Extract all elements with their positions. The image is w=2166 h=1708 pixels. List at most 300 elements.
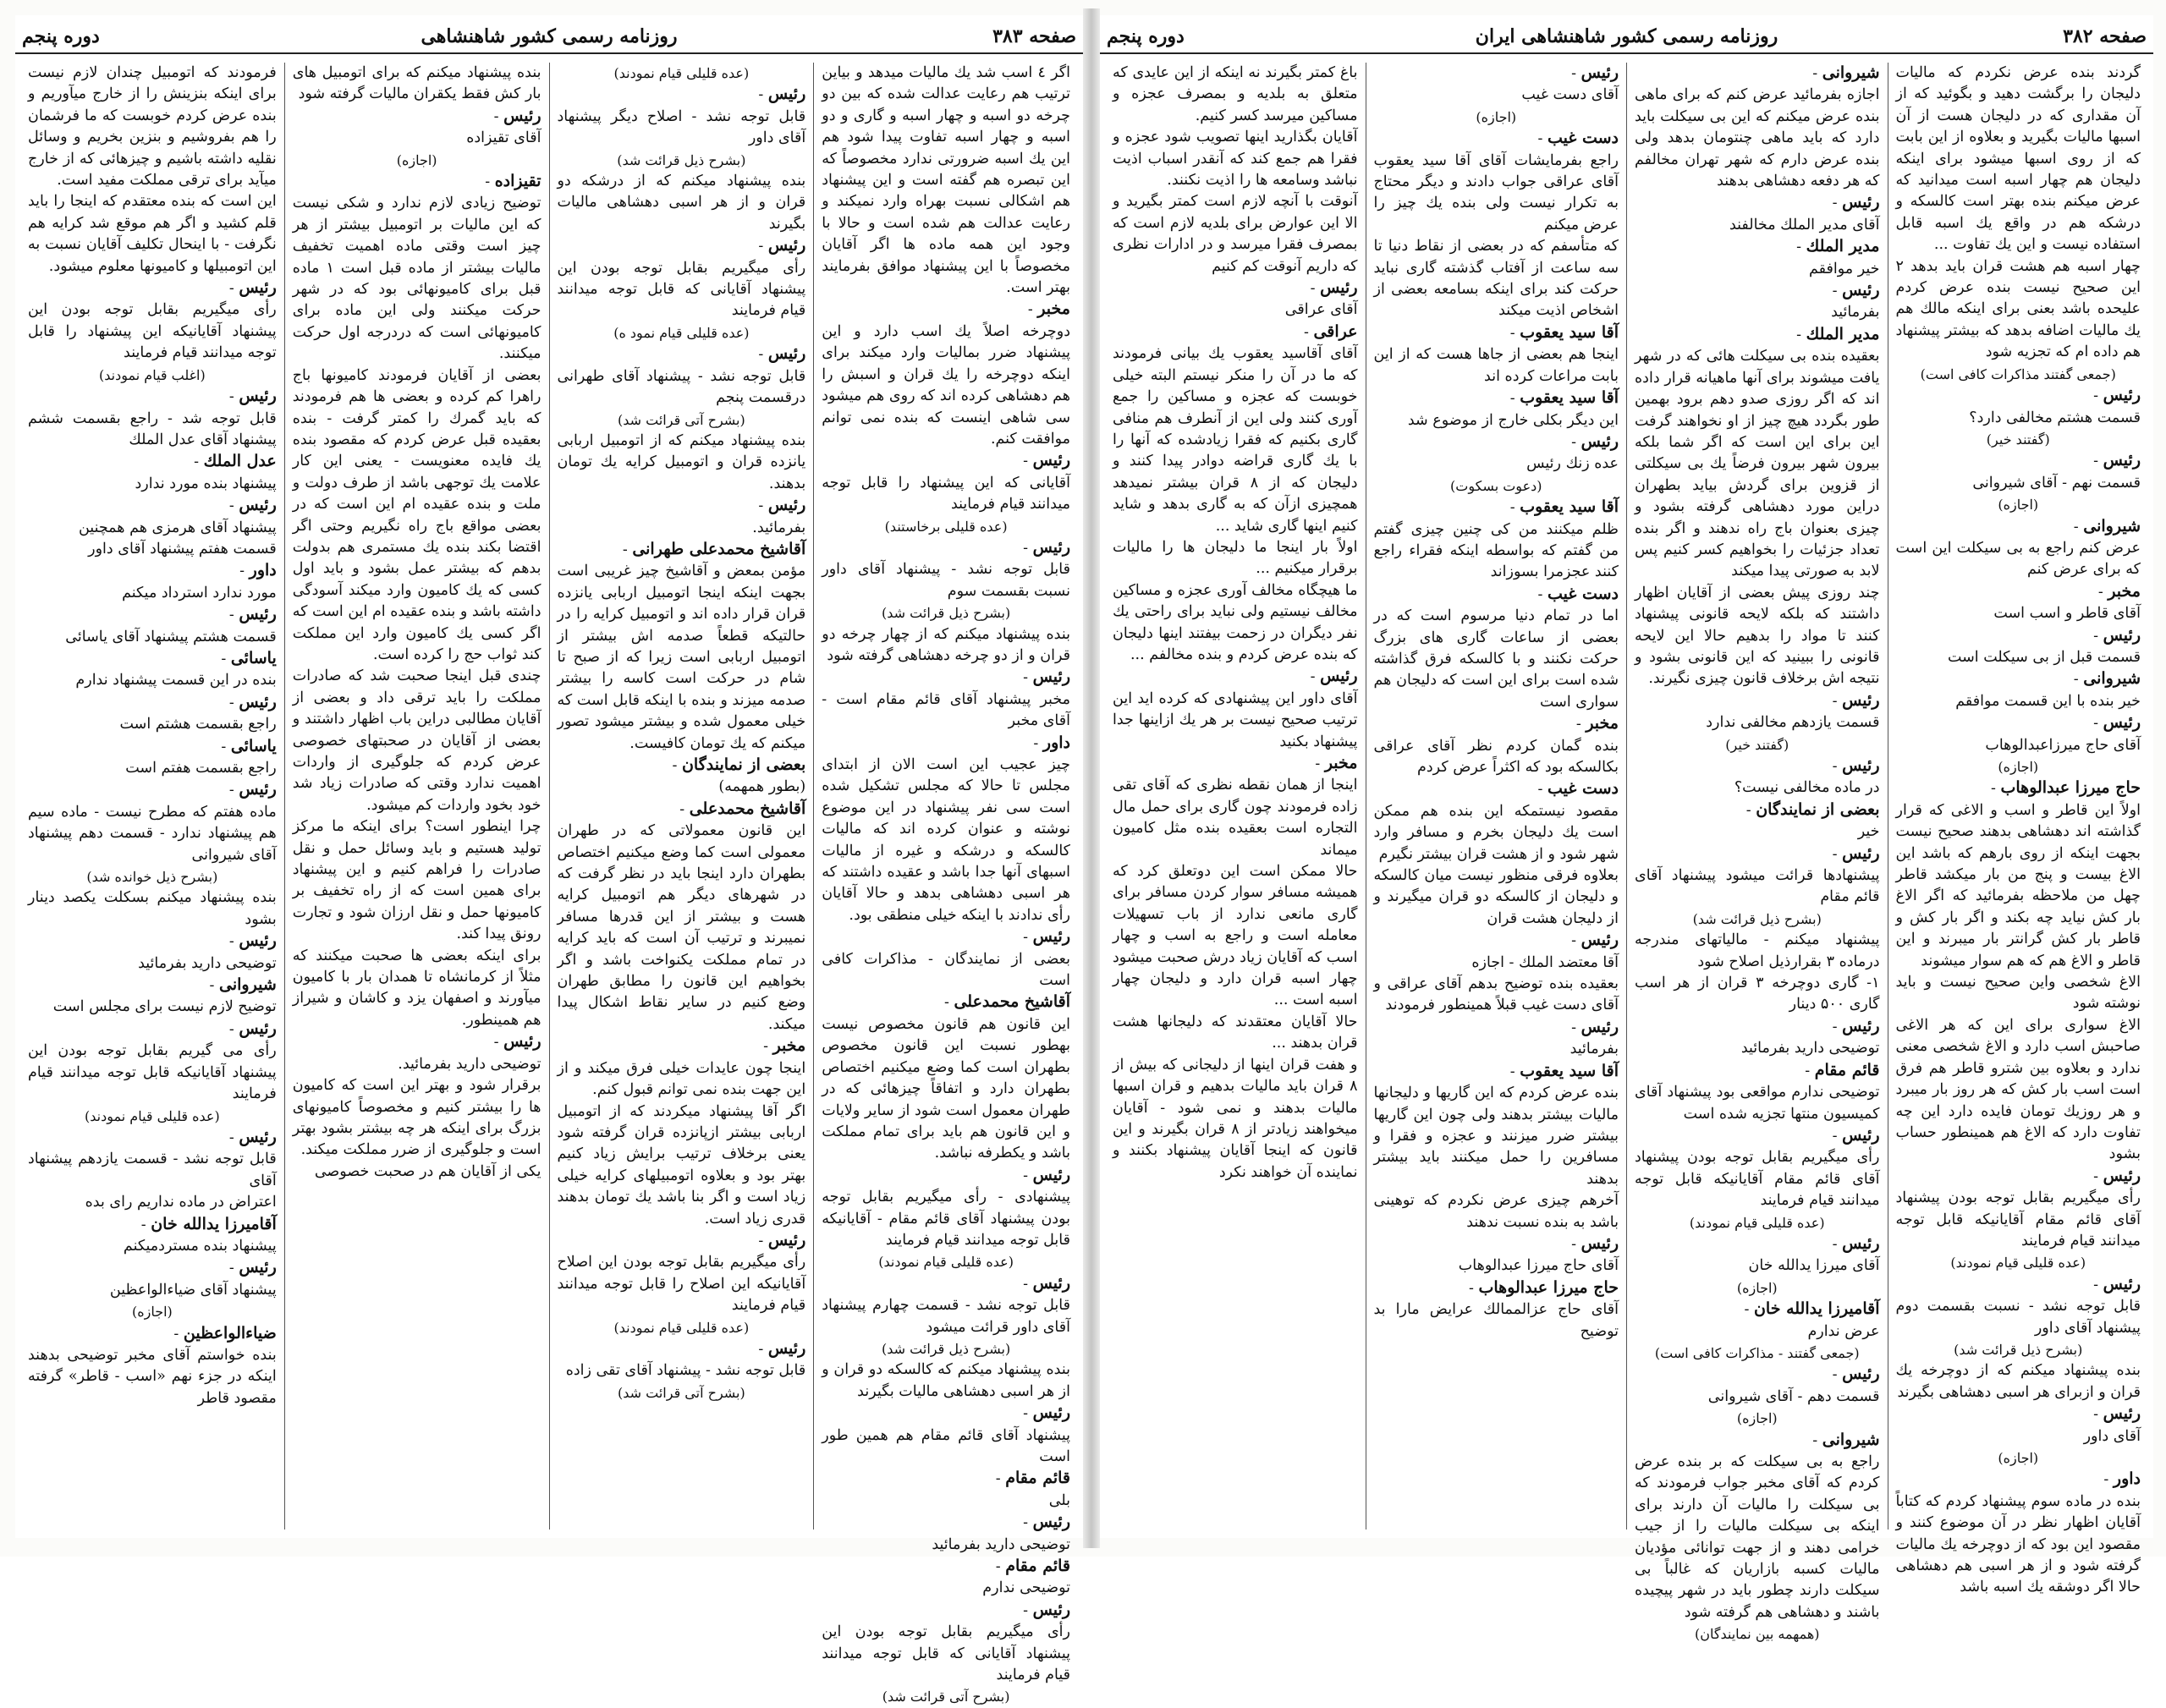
paragraph: قسمت یازدهم مخالفی ندارد [1706,714,1880,732]
stage-note: (جمعی گفتند مذاکرات کافی است) [1920,365,2116,382]
speaker-name: رئیس [1842,1016,1880,1035]
speaker-separator: - [1537,130,1548,148]
paragraph: توضیحی دارید بفرمائید [932,1535,1070,1553]
stage-note: (گفتند خیر) [1986,431,2050,448]
speaker-separator: - [1571,1235,1581,1253]
paragraph: توضیح لازم نیست برای مجلس است [52,998,277,1016]
left-page [15,15,1083,1705]
speaker-name: داور [1042,733,1070,752]
speaker-separator: - [228,280,239,298]
speaker-name: داور [249,561,277,580]
paragraph: عرض ندارم [1807,1322,1880,1340]
speaker-separator: - [228,694,239,711]
speaker-separator: - [228,1020,239,1038]
paragraph: ظلم میکنند من کی چنین چیزی گفتم من گفتم که بواسطه اینکه فقراء راجع کنند عجزمرا بسوزاند [1373,520,1619,581]
paragraph: اجازه بفرمائید عرض کنم که برای ماهی بنده عرض میکنم که این بی سیکلت باید دارد که باید ماهی چنتومان بدهد ولی بنده عرض دارم که شهر تهران مخالفم که هر دفعه دهشاهی بدهند [1635,86,1880,190]
speaker-name: رئیس [1581,931,1619,950]
speaker-separator: - [2093,627,2103,645]
stage-note: (بشرح ذیل قرائت شد) [617,151,746,168]
stage-note: (اغلب قیام نمودند) [99,366,206,383]
speaker-name: رئیس [2103,1166,2141,1185]
speaker-name: رئیس [1842,1365,1880,1384]
stage-note: (اجازه) [1476,108,1517,125]
paragraph: ۱- گاری دوچرخه ۳ قران از هر اسب گاری ۵۰۰ دینار [1635,975,1880,1013]
paragraph: راجع بقسمت هشتم است [119,716,277,733]
speaker-name: آقاشیخ محمدعلی طهرانی [632,539,806,558]
speaker-separator: - [209,977,220,995]
paragraph: مؤمن بمعض و آقاشیخ چیز غریبی است بجهت اینکه اینجا اتومبیل اربابی یانزده قران قرار داده اند و اتومبیل کرایه را در حالتیکه قطعاً صدمه اش بیشتر از اتومبیل اربابی است زیرا که از صبح تا شام در حرکت است کاسه را بیشتر صدمه میزند و بنده با اینکه قابل است که خیلی معمول شده و بیشتر میشود تصور میکنم که یك تومان کافیست. [557,563,806,752]
speaker-separator: - [2073,518,2084,535]
paragraph: که متأسفم که در بعضی از نقاط دنیا تا سه ساعت از آفتاب گذشته گاری نباید حرکت کند برای اینکه بسامعه بعضی از اشخاص اذیت میکند [1373,238,1619,320]
speaker-separator: - [1805,1062,1815,1079]
speaker-separator: - [1310,668,1321,686]
speaker-separator: - [1509,324,1520,342]
text-column [20,63,284,1530]
speaker-name: قائم مقام [1814,1060,1880,1079]
speaker-name: مخبر [2108,581,2141,601]
speaker-separator: - [140,1216,151,1233]
paragraph: آقای مدیر الملك مخالفند [1729,216,1880,233]
speaker-name: رئیس [1032,927,1070,947]
paragraph: توضیح زیادی لازم ندارد و شکی نیست که این مالیات بر اتومبیل بیشتر از هر چیز است وقتی ماده اهمیت تخفیف مالیات بیشتر از ماده قبل است ۱ ماده قبل برای کامیونهائی بود که در شهر حرکت میکنند ولی این ماده برای کامیونهائی است که دردرجه اول حرکت میکنند. [292,195,542,363]
speaker-name: رئیس [1842,193,1880,212]
paragraph: بفرمائید [1570,1041,1619,1058]
paragraph: بنده پیشنهاد میکنم که از چهار چرخه دو قران و از دو چرخه دهشاهی گرفته شود [822,625,1070,664]
speaker-separator: - [228,1129,239,1146]
paragraph: پیشنهاد بنده مستردمیکنم [123,1237,277,1255]
paragraph: رأی میگیریم بقابل توجه بودن این پیشنهاد آقایانی که قابل توجه میدانند قیام فرمایند [822,1623,1070,1684]
paragraph: پیشنهاد میکنم - مالیاتهای مندرجه درماده ۳ بقرارذیل اصلاح شود [1635,931,1880,970]
paragraph: حالا ممکن است این دوتعلق کرد که همیشه مسافر سوار کردن مسافر برای گاری مانعی ندارد از باب تسهیلات معامله است و راجع به اسب و چهار اسب که آقایان زیاد درش صحبت میشود چهار اسبه قران دارد و دلیجان چهار اسبه است ... [1113,863,1358,1009]
speaker-name: شیروانی [1822,63,1880,82]
speaker-name: بعضی از نمایندگان [681,755,806,774]
speaker-name: رئیس [1581,63,1619,82]
speaker-separator: - [1832,1366,1843,1384]
paragraph: چیز عجیب این است الان از ابتدای مجلس تا حالا که مجلس تشکیل شده است سی نفر پیشنهاد در این موضوع نوشته و عنوان کرده اند که مالیات کالسکه و درشکه و غیره از مالیات اسبهای آنها جدا باشد و عقیده داشتند که هر اسبی دهشاهی بدهد و حالا آقایان رأی ندادند با اینکه خیلی منطقی بود. [822,756,1070,924]
paragraph: چند روزی پیش بعضی از آقایان اظهار داشتند که بلکه لایحه قانونی پیشنهاد کنند تا مواد را بدهیم حالا این لایحه قانونی را ببینید که این قانونی بشود و نتیجه اش برخلاف قانون چیزی نگیرند. [1635,584,1880,688]
paragraph: آقای حاج میرزاعبدالوهاب [1985,736,2141,754]
paragraph: باغ کمتر بگیرند نه اینکه از این عایدی که متعلق به بلدیه و بمصرف عجزه و مساکین میرسد کسر کنیم. [1113,64,1358,124]
paragraph: پیشنهاد بنده مورد ندارد [135,475,277,492]
paragraph: بعضی از نمایندگان - مذاکرات کافی است [822,950,1070,990]
speaker-name: آقاشیخ محمدعلی [954,992,1070,1012]
paragraph: اینجا از همان نقطه نظری که آقای تقی زاده فرمودند چون گاری برای حمل مال التجاره است بعقیده بنده مثل کامیون میماند [1113,777,1358,859]
paragraph: بعلاوه فرقی منظور نیست میان کالسکه و دلیجان از کالسکه دو قران میگیرند و از دلیجان هشت قران [1373,867,1619,927]
right-page-number: صفحه ۳۸۲ [2063,25,2147,47]
speaker-separator: - [1796,326,1806,343]
paragraph: بلی [1048,1491,1070,1509]
left-page-columns [20,63,1078,1705]
paragraph: اینجا هم بعضی از جاها هست که از این بابت مراعات کرده اند [1373,346,1619,385]
speaker-separator: - [2103,1471,2114,1489]
speaker-separator: - [1571,65,1581,82]
paragraph: چهار اسبه هم هشت قران باید بدهد ۲ این صحیح نیست بنده عرض کردم علیحده باشد بعنی برای اینکه مالك هم یك مالیات اضافه بدهد که بیشتر پیشنهاد هم داده ام که تجزیه شود [1895,257,2141,361]
paragraph: پیشنهاد آقای ضیاءالواعظین [109,1281,277,1299]
speaker-name: رئیس [767,344,806,364]
paragraph: آقایانی که این پیشنهاد را قابل توجه میدانند قیام فرمایند [822,474,1070,513]
stage-note: (بشرح آتی قرائت شد) [618,411,745,428]
paragraph: قابل توجه نشد - پیشنهاد آقای داور نسبت بقسمت سوم [822,561,1070,600]
speaker-name: حاج میرزا عبدالوهاب [1478,1277,1619,1297]
stage-note: (عده قلیلی قیام نمودند) [613,1319,750,1336]
paragraph: راجع به بی سیکلت که بر بنده عرض کردم که آقای مخبر جواب فرمودند که بی سیکلت را مالیات آن دارند برای اینکه بی سیکلت مالیات را از جیب خرامی دهند و از جهت توانائی مؤدیان مالیات کسبه بازاریان که غالباً بی سیکلت دارند چطور باید در شهر پیچیده باشند و دهشاهی هم گرفته شود [1635,1453,1880,1621]
left-page-volume: دوره پنجم [22,25,100,47]
speaker-name: دست غیب [1548,129,1619,148]
paragraph: عرض کنم راجع به بی سیکلت این است که برای عرض کنم [1895,539,2141,579]
paragraph: آخرهم چیزی عرض نکردم که توهینی باشد به بنده نسبت ندهند [1373,1192,1619,1231]
paragraph: قسمت دهم - آقای شیروانی [1707,1387,1880,1405]
right-page-header [1100,24,2153,54]
paragraph: بعقیده بنده بی سیکلت هائی که در شهر یافت میشوند برای آنها ماهیانه قرار داده اند که اگر روزی صدو دهم برود بهمین طور بگردد هیچ چیز از او نخواهند گرفت این برای این است که اگر شما بلکه بیرون شهر بیرون فرضاً یك بی سیکلتی از قزوین برای گردش بیاید بطهران دراین مورد دهشاهی گرفته بشود و چیزی بعنوان باج راه ندهند و اگر بنده تعداد جزئیات را بخواهیم کسر کنیم پس لابد به صورتی پیدا میکند [1635,348,1880,580]
speaker-separator: - [995,1470,1006,1488]
speaker-name: رئیس [239,387,277,406]
speaker-name: شیروانی [2083,669,2141,689]
paragraph: راجع بقسمت هفتم است [125,760,277,777]
speaker-name: رئیس [767,85,806,104]
speaker-separator: - [485,173,495,191]
paragraph: عده زنك رئیس [1526,455,1619,473]
speaker-separator: - [1832,1018,1843,1035]
speaker-separator: - [228,1260,239,1277]
speaker-name: رئیس [767,236,806,255]
paragraph: آقای داور این پیشنهادی که کرده اید این ترتیب صحیح نیست بر هر یك ازاینها جدا پیشنهاد بکنید [1113,689,1358,750]
paragraph: اینجا چون عایدات خیلی فرق میکند و از این جهت بنده نمی توانم قبول کنم. [557,1059,806,1099]
paragraph: اگر آقا پیشنهاد میکردند که از اتومبیل اربابی بیشتر ازپانزده قران گرفته شود یعنی برخلاف ترتیب برایش زیاد کنیم بهتر بود و بعلاوه اتومبیلهای کرایه خیلی زیاد است و اگر بنا باشد یك تومان بدهند قدری زیاد است. [557,1102,806,1227]
speaker-separator: - [1023,1275,1033,1293]
speaker-name: رئیس [239,278,277,298]
speaker-name: رئیس [1032,1165,1070,1184]
speaker-name: دست غیب [1548,779,1619,799]
speaker-name: رئیس [767,1230,806,1249]
paragraph: رأی میگیریم بقابل توجه بودن این پیشنهاد آقایانی که قابل توجه میدانند قیام فرمایند [557,259,806,320]
speaker-separator: - [2097,583,2108,601]
paragraph: بنده پیشنهاد میکنم که کالسکه دو قران و از هر اسبی دهشاهی مالیات بگیرند [822,1361,1070,1400]
speaker-separator: - [1812,65,1822,82]
text-column [549,63,814,1530]
paragraph: بعضی از آقایان فرمودند کامیونها باج راهرا کم کرده و بعضی ها هم فرمودند که باید گمرك را کمتر گرفت - بنده بعقیده قبل عرض کردم که مقصود بنده یك فایده معنویست - یعنی این کار علامت یك توجهی باشد از طرف دولت و ملت و بنده عقیده ام این است که در بعضی مواقع باج راه نگیریم وحتی اگر اقتضا بکند بنده یك مستمری هم بدولت بدهم که بیشتر عمل بشود و باید اول کسی که یك کامیون وارد میکند آسودگی داشته باشد و بنده عقیده ام این است که اگر کسی یك کامیون وارد این مملکت کند ثواب حج را کرده است. [292,366,542,663]
paragraph: اگر ٤ اسب شد یك مالیات میدهد و بیاین ترتیب هم رعایت عدالت شده که بین دو چرخه دو اسبه و چهار اسبه و گاری و دو اسبه و چهار اسبه تفاوت پیدا شود هم این یك اسبه ضرورتی ندارد مخصوصاً که این تبصره هم گفته است و این پیشنهاد هم اشکالی نسبت بهراه وارد نمیکند و رعایت عدالت هم شده است و حالا با وجود این همه ماده ها اگر آقایان مخصوصاً با این پیشنهاد موافق بفرمایند بهتر است. [822,64,1070,297]
paragraph: پیشنهاد آقای هرمزی هم همچنین [78,519,277,536]
speaker-name: رئیس [239,931,277,951]
text-column [1105,63,1366,1530]
text-column [1626,63,1888,1643]
paragraph: پیشنهاد آقای قائم مقام هم همین طور است [822,1426,1070,1465]
stage-note: (بشرح آتی قرائت شد) [882,1689,1010,1705]
paragraph: آقایان بگذارید اینها تصویب شود عجزه و فقرا هم جمع کند که آنقدر اسباب اذیت نباشد وسامعه ها را اذیت نکنند. [1113,129,1358,189]
paragraph: قسمت هفتم پیشنهاد آقای داور [88,540,277,557]
stage-note: (بشرح آتی قرائت شد) [618,1384,745,1401]
speaker-name: رئیس [1842,281,1880,300]
speaker-separator: - [228,782,239,799]
paragraph: بنده در این قسمت پیشنهاد ندارم [75,672,277,689]
paragraph: قسمت هشتم مخالفی دارد؟ [1969,409,2141,426]
paragraph: آقای آقاسید یعقوب یك بیانی فرمودند که ما در آن را منکر نیستم البته خیلی خوبست که عجزه و مساکین را جمع آوری کنند ولی این از آنطرف هم منافی گاری بکنیم که فقرا زیادشده که آنها را با یك گاری قراضه دوادر پیدا کنند و دلیجان که از ۸ قران بیشتر نمیدهد همچیزی ازآن که به گاری بدهد و شاید کنیم اینها گاری شاید ... [1113,345,1358,535]
speaker-name: رئیس [239,496,277,515]
speaker-separator: - [1023,669,1033,687]
speaker-separator: - [1509,390,1520,408]
speaker-name: عدل الملك [203,452,277,471]
paragraph: آقای حاج میرزا عبدالوهاب [1458,1257,1619,1275]
right-page-columns [1105,63,2148,1643]
paragraph: قابل توجه نشد - اصلاح دیگر پیشنهاد آقای داور [557,107,806,147]
speaker-separator: - [672,757,682,774]
speaker-name: رئیس [1032,1273,1070,1293]
speaker-separator: - [758,1232,768,1249]
paragraph: رأی می گیریم بقابل توجه بودن این پیشنهاد آقایانیکه قابل توجه میدانند قیام فرمایند [28,1042,277,1103]
speaker-separator: - [1310,280,1321,298]
speaker-separator: - [228,388,239,406]
speaker-separator: - [2093,715,2103,733]
speaker-separator: - [758,86,768,104]
speaker-separator: - [173,1325,184,1343]
left-page-number: صفحه ۳۸۳ [992,25,1076,47]
stage-note: (جمعی گفتند - مذاکرات کافی است) [1654,1344,1860,1361]
paragraph: حالا آقایان معتقدند که دلیجانها هشت قران بدهند ... [1113,1013,1358,1052]
speaker-name: آقامیرزا یدالله خان [1753,1299,1880,1319]
speaker-separator: - [1832,1235,1843,1253]
speaker-separator: - [1832,283,1843,300]
speaker-name: رئیس [1320,667,1358,686]
paragraph: قابل توجه نشد - نسبت بقسمت دوم پیشنهاد آقای داور [1895,1298,2141,1337]
paragraph: این است که بنده معتقدم که اینجا را باید قلم کشید و اگر هم موقع شد کرایه هم نگرفت - با اینحال تکلیف آقایان نسبت به این اتومبیلها و کامیونها معلوم میشود. [28,193,277,275]
stage-note: (بشرح ذیل خوانده شد) [86,869,218,886]
speaker-separator: - [194,453,204,471]
left-page-title: روزنامه رسمی کشور شاهنشاهی [421,25,678,47]
paragraph: برای اینکه بعضی ها صحبت میکنند که مثلاً از کرمانشاه تا همدان بار با کامیون میآورند و اصفهان یزد و کاشان و شیراز هم همینطور. [292,947,542,1029]
speaker-separator: - [1023,1405,1033,1423]
stage-note: (عده قلیلی قیام نمودند) [1950,1255,2086,1271]
paragraph: خیر [1857,823,1880,841]
paragraph: بنده پیشنهاد میکنم بسکلت یکصد دینار بشود [28,889,277,928]
stage-note: (بشرح ذیل قرائت شد) [882,605,1011,622]
paragraph: بنده پیشنهاد میکنم که از درشکه دو قران و از هر اسبی دهشاهی مالیات بگیرند [557,173,806,233]
paragraph: آقای حاج عزالممالك عرایض مارا بد توضیح [1373,1301,1619,1340]
paragraph: اولاً بار اینجا ما دلیجان ها را مالیات برقرار میکنیم ... [1113,538,1358,578]
paragraph: و هفت قران اینها از دلیجانی که بیش از ۸ قران باید مالیات بدهیم و قران اسبها مالیات بدهند و نمی شود - آقایان میخواهند زیادتر از ۸ قران بگیرند و این قانون که اینجا آقایان پیشنهاد بکنند و نماینده آن خواهند نکرد [1113,1056,1358,1181]
stage-note: (عده قلیلی قیام نمود ه) [613,324,750,341]
speaker-name: رئیس [1581,1017,1619,1036]
paragraph: بنده در ماده سوم پیشنهاد کردم که کتاباً آقایان اظهار نظر در آن موضوع کنند و مقصود این بود که از دوچرخه یك مالیات گرفته شود و از هر اسبی هم دهشاهی حالا اگر دوشقه یك اسبه باشد [1895,1492,2141,1596]
speaker-separator: - [2073,671,2084,689]
paragraph: بنده پیشنهاد میکنم که برای اتومبیل های بار کش فقط یکقران مالیات گرفته شود [292,64,542,103]
speaker-name: رئیس [2103,625,2141,645]
text-column [813,63,1078,1705]
paragraph: بنده پیشنهاد میکنم که از اتومبیل اربابی یانزده قران و اتومبیل کرایه یك تومان بدهند. [557,431,806,492]
paragraph: فرمودند که اتومبیل چندان لازم نیست برای اینکه بنزینش را از خارج میآوریم و بنده عرض کردم خوبست که ما فرشمان را هم بفروشیم و بنزین بخریم و وسائل نقلیه داشته باشیم و چیزهائی که از خارج میآید برای ترقی مملکت مفید است. [28,64,277,189]
speaker-separator: - [1571,932,1581,950]
page-gutter [1083,8,1100,1548]
stage-note: (عده قلیلی قیام نمودند) [1689,1214,1825,1231]
speaker-name: دست غیب [1548,584,1619,603]
speaker-name: شیروانی [1822,1430,1880,1449]
speaker-separator: - [943,994,954,1012]
speaker-name: مخبر [772,1036,806,1056]
speaker-separator: - [679,800,690,818]
speaker-name: آقا سید یعقوب [1520,1061,1619,1080]
speaker-name: رئیس [1032,667,1070,687]
speaker-separator: - [1469,1279,1479,1297]
speaker-separator: - [2093,1167,2103,1185]
paragraph: قابل توجه نشد - پیشنهاد آقای تقی زاده [565,1362,806,1380]
speaker-separator: - [1832,195,1843,212]
paragraph: رأی میگیریم بقابل توجه بودن این اصلاح آقایانیکه این اصلاح را قابل توجه میدانند قیام فرمایند [557,1254,806,1315]
stage-note: (اجازه) [1998,759,2039,775]
paragraph: آقا معتضد الملك - اجازه [1471,953,1619,971]
speaker-separator: - [1991,780,2001,798]
paragraph: پیشنهادی - رأی میگیریم بقابل توجه بودن پیشنهاد آقای قائم مقام - آقایانیکه قابل توجه میدانند قیام فرمایند [822,1189,1070,1249]
paragraph: گردند بنده عرض نکردم که مالیات دلیجان را برگشت دهید و بگوئید که از آن مقداری که در دلیجان هست از آن اسبها مالیات بگیرید و بعلاوه از این بابت که از روی اسبها میشود برای اینکه دلیجان هم چهار اسبه است میدانید که عرض میکنم بنده بهتر است کالسکه و درشکه هم در واقع یك اسبه قابل استفاده نیست و این یك تفاوت ... [1895,64,2141,254]
speaker-name: آقا سید یعقوب [1520,388,1619,408]
speaker-name: رئیس [1842,843,1880,863]
paragraph: خیر موافقم [1809,260,1880,277]
speaker-name: عراقی [1313,321,1358,341]
speaker-separator: - [221,738,231,755]
speaker-name: یاسائی [230,736,277,755]
right-page-volume: دوره پنجم [1107,25,1185,47]
paragraph: توضیحی دارید بفرمائید [1740,1040,1880,1057]
paragraph: پیشنهادها قرائت میشود پیشنهاد آقای قائم مقام [1635,867,1880,906]
speaker-separator: - [763,1038,773,1056]
speaker-name: رئیس [2103,1274,2141,1293]
stage-note: (همهمه بین نمایندگان) [1694,1626,1820,1643]
right-page [1100,15,2153,1643]
speaker-separator: - [1537,781,1548,799]
speaker-name: مخبر [1586,714,1619,733]
speaker-name: رئیس [1842,1233,1880,1253]
paragraph: (بطور همهمه) [718,778,806,796]
paragraph: آقای میرزا یدالله خان [1748,1257,1880,1275]
speaker-separator: - [1027,301,1038,319]
speaker-name: رئیس [1032,537,1070,557]
stage-note: (اجازه) [131,1304,173,1321]
speaker-separator: - [221,650,231,667]
paragraph: مقصود نیستمکه این بنده هم ممکن است یك دلیجان بخرم و مسافر وارد شهر شود و از هشت قران بیشتر نگیرم [1373,802,1619,863]
paragraph: این قانون معمولاتی که در طهران معمولی است کما وضع میکنیم اختصاص بطهران دارد اینجا باید در نظر گرفت که در شهرهای دیگر هم اتومبیل کرایه هست و بیشتر از این قدرها مسافر نمیبرند و ترتیب آن است که باید کرایه در تمام مملکت یکنواخت باشد و اگر بخواهیم این قانون را مطابق طهران وضع کنیم در سایر نقاط اشکال پیدا میکند. [557,822,806,1033]
speaker-name: رئیس [1032,451,1070,470]
speaker-name: رئیس [1842,690,1880,710]
speaker-separator: - [1832,758,1843,775]
speaker-name: رئیس [767,1338,806,1358]
speaker-name: رئیس [1032,1403,1070,1423]
right-page-title: روزنامه رسمی کشور شاهنشاهی ایران [1475,25,1778,47]
left-page-header [15,24,1083,54]
paragraph: راجع بفرمایشات آقای آقا سید یعقوب آقای عراقی جواب دادند و دیگر محتاج به تکرار نیست ولی بنده یك چیز را عرض میکنم [1373,151,1619,233]
speaker-name: رئیس [2103,713,2141,733]
speaker-separator: - [622,541,633,558]
paragraph: بنده عرض کردم که این گاریها و دلیجانها مالیات بیشتر بدهند ولی چون این گاریها بیشتر ضرر میزنند و عجزه و فقرا و مسافرین را حمل میکنند باید بیشتر بدهند [1373,1085,1619,1188]
paragraph: مخبر پیشنهاد آقای قائم مقام است - آقای مخبر [822,690,1070,730]
speaker-separator: - [1023,1601,1033,1619]
speaker-name: تقیزاده [494,172,542,191]
stage-note: (بشرح ذیل قرائت شد) [1692,910,1822,927]
paragraph: اولاً این قاطر و اسب و الاغی که قرار گذاشته اند دهشاهی بدهند صحیح نیست بجهت اینکه از روی بارهم که باشد این الاغ بیست و پنج من بار میکشد قاطر چهل من ملاحظه بفرمائید که اگر الاغ بار کش نیاید چه بکند و اگر بار کش و قاطر بار کش گرانتر بار میبرند و این قاطر و الاغ هم که هم سوار میشوند [1895,801,2141,969]
stage-note: (عده قلیلی برخاستند) [884,518,1008,535]
speaker-separator: - [2093,1276,2103,1293]
paragraph: آقای قاطر و اسب است [1993,605,2141,623]
speaker-name: آقا سید یعقوب [1520,497,1619,517]
speaker-name: شیروانی [219,975,277,995]
speaker-separator: - [1832,1127,1843,1145]
speaker-name: رئیس [1842,756,1880,775]
speaker-separator: - [758,497,768,515]
speaker-name: رئیس [239,692,277,711]
speaker-separator: - [1023,453,1033,470]
paragraph: توضیحی دارید بفرمائید. [398,1055,542,1073]
paragraph: چرا اینطور است؟ برای اینکه ما مرکز تولید هستیم و باید وسائل حمل و نقل صادرات را فراهم کنیم و این پیشنهاد برای همین است که از راه تخفیف بر کامیونها حمل و نقل ارزان شود و تجارت رونق پیدا کند. [292,818,542,943]
speaker-name: رئیس [239,1127,277,1146]
text-column [1888,63,2149,1596]
paragraph: آقای تقیزاده [466,129,542,147]
stage-note: (اجازه) [1736,1279,1778,1296]
speaker-separator: - [1023,929,1033,947]
speaker-name: رئیس [239,780,277,799]
speaker-separator: - [758,346,768,364]
paragraph: دوچرخه اصلاً یك اسب دارد و این پیشنهاد ضرر بمالیات وارد میکند برای اینکه دوچرخه را یك قران و اسبش را هم دهشاهی کرده اند که روی هم میشود سی شاهی اینست که بنده نمی توانم موافقت کنم. [822,322,1070,448]
paragraph: رأی میگیریم بقابل توجه بودن پیشنهاد آقای قائم مقام آقایانیکه قابل توجه میدانند قیام فرمایند [1635,1149,1880,1210]
paragraph: بنده خواستم آقای مخبر توضیحی بدهند اینکه در جزء نهم «اسب - قاطر» گرفته مقصود قاطر [28,1346,277,1407]
paragraph: بنده گمان کردم نظر آقای عراقی بکالسکه بود که اکثراً عرض کردم [1373,737,1619,776]
paragraph: اعتراض در ماده نداریم رای بده [85,1194,277,1211]
paragraph: قسمت هشتم پیشنهاد آقای یاسائی [65,628,277,645]
stage-note: (اجازه) [1998,497,2039,513]
paragraph: آنوقت با آنچه لازم است کمتر بگیرید و الا این عوارض برای بلدیه لازم است که بمصرف فقرا میرسد و در ادارات نظری که داریم آنوقت کم کنیم [1113,193,1358,275]
speaker-name: رئیس [239,1019,277,1038]
speaker-separator: - [1812,1431,1822,1449]
speaker-separator: - [493,107,504,125]
stage-note: (اجازه) [1736,1410,1778,1427]
speaker-name: یاسائی [230,648,277,667]
stage-note: (بشرح ذیل قرائت شد) [1954,1341,2083,1358]
speaker-separator: - [995,1558,1006,1576]
stage-note: (عده قلیلی قیام نمودند) [85,1107,220,1124]
speaker-separator: - [1509,1063,1520,1080]
paragraph: بعقیده بنده توضیح بدهم آقای عراقی و آقای دست غیب قبلاً همینطور فرمودند [1373,975,1619,1014]
paragraph: رأی میگیریم بقابل توجه بودن پیشنهاد آقای قائم مقام آقایانیکه قابل توجه میدانند قیام فرمایند [1895,1189,2141,1249]
speaker-name: رئیس [2103,451,2141,470]
speaker-name: رئیس [1581,431,1619,451]
speaker-name: رئیس [1842,1125,1880,1145]
stage-note: (گفتند خیر) [1725,736,1789,753]
speaker-separator: - [228,607,239,624]
paragraph: بفرمائید [1831,304,1880,321]
paragraph: رأی میگیریم بقابل توجه بودن این پیشنهاد آقایانیکه این پیشنهاد را قابل توجه میدانند قیام فرمایند [28,301,277,362]
paragraph: قابل توجه شد - راجع بقسمت ششم پیشنهاد آقای عدل الملك [28,409,277,448]
paragraph: بفرمائید. [752,519,806,536]
speaker-name: شیروانی [2083,516,2141,535]
speaker-name: حاج میرزا عبدالوهاب [2000,778,2141,798]
paragraph: ماده هفتم که مطرح نیست - ماده سیم هم پیشنهاد ندارد - قسمت دهم پیشنهاد آقای شیروانی [28,803,277,864]
stage-note: (عده قلیلی قیام نمودند) [613,65,750,81]
speaker-separator: - [2093,1406,2103,1424]
speaker-name: مخبر [1037,299,1070,319]
speaker-name: مدیر الملك [1806,237,1880,256]
speaker-name: آقا سید یعقوب [1520,322,1619,342]
speaker-separator: - [1033,734,1043,752]
speaker-separator: - [1023,539,1033,557]
speaker-separator: - [1023,1514,1033,1532]
speaker-separator: - [1832,692,1843,710]
speaker-separator: - [1023,1167,1033,1184]
speaker-separator: - [228,497,239,515]
paragraph: قابل توجه نشد - قسمت چهارم پیشنهاد آقای داور قرائت میشود [822,1297,1070,1336]
speaker-separator: - [1745,801,1756,819]
stage-note: (عده قلیلی قیام نمودند) [878,1254,1014,1271]
speaker-separator: - [1796,239,1806,256]
paragraph: قسمت نهم - آقای شیروانی [1972,474,2141,492]
paragraph: خیر بنده با این قسمت موافقم [1955,692,2141,710]
speaker-separator: - [1509,499,1520,517]
paragraph: مورد ندارد استرداد میکنم [122,584,277,601]
